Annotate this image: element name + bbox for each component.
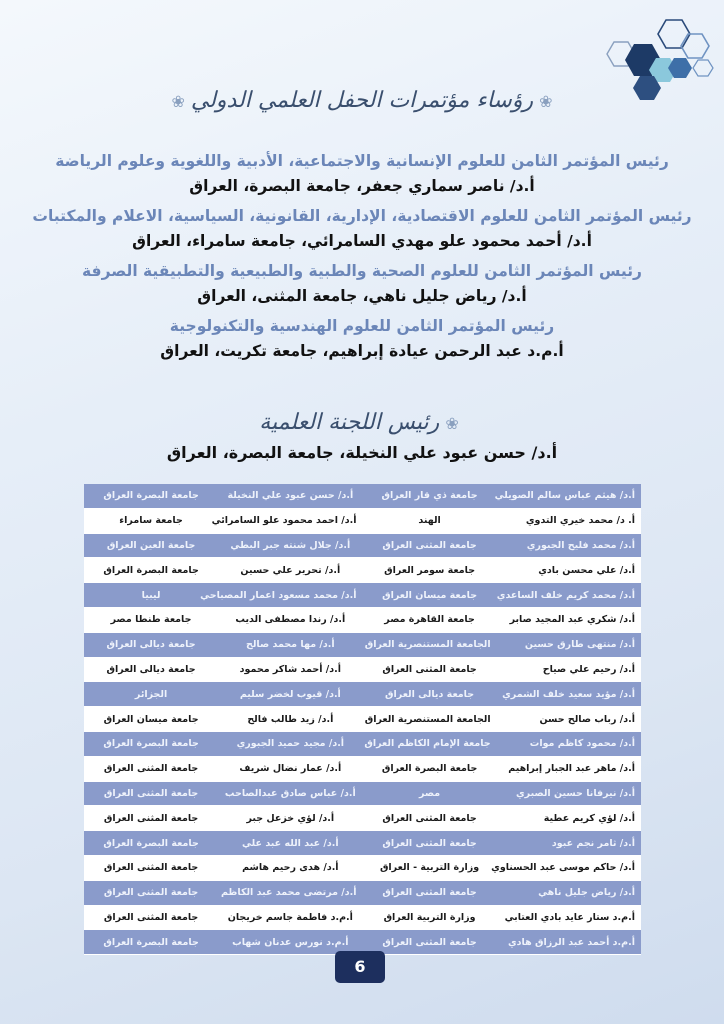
table-row <box>84 756 641 781</box>
member-affiliation-cell: الجامعة المستنصرية العراق <box>363 707 497 732</box>
member-affiliation-cell: جامعة المثنى العراق <box>363 657 497 682</box>
member-affiliation-cell: جامعة ميسان العراق <box>84 707 218 732</box>
member-name-cell: أ.د/ احمد محمود علو السامرائي <box>218 508 362 533</box>
member-affiliation-cell: جامعة ذي قار العراق <box>363 484 497 508</box>
member-affiliation-cell: جامعة البصرة العراق <box>84 558 218 583</box>
member-name-cell: أ.د/ حاكم موسى عبد الحسناوي <box>497 855 641 880</box>
table-row <box>84 781 641 806</box>
member-affiliation-cell: جامعة المثنى العراق <box>363 806 497 831</box>
member-name-cell: أ.د/ محمود كاظم موات <box>497 731 641 756</box>
member-name-cell: أ.د/ تحرير علي حسين <box>218 558 362 583</box>
member-name-cell: أ.د/ مرتضى محمد عبد الكاظم <box>218 880 362 905</box>
member-name-cell: أ.د/ رباب صالح حسن <box>497 707 641 732</box>
member-name-cell: أ.د/ زيد طالب فالح <box>218 707 362 732</box>
committee-head-name: أ.د/ حسن عبود علي النخيلة، جامعة البصرة، العراق <box>166 443 558 462</box>
member-affiliation-cell: جامعة المثنى العراق <box>84 781 218 806</box>
table-row <box>84 484 641 508</box>
member-affiliation-cell: وزارة التربية العراق <box>363 905 497 930</box>
member-affiliation-cell: جامعة المثنى العراق <box>363 831 497 856</box>
member-affiliation-cell: جامعة سومر العراق <box>363 558 497 583</box>
member-affiliation-cell: جامعة الإمام الكاظم العراق <box>363 731 497 756</box>
member-affiliation-cell: جامعة طنطا مصر <box>84 607 218 632</box>
member-affiliation-cell: وزارة التربية - العراق <box>363 855 497 880</box>
member-name-cell: أ.د/ محمد مسعود اعمار المصباحي <box>218 583 362 608</box>
member-name-cell: أ.م.د ستار عايد بادي العتابي <box>497 905 641 930</box>
table-row <box>84 731 641 756</box>
chair-name: أ.م.د عبد الرحمن عيادة إبراهيم، جامعة تكريت، العراق <box>160 342 564 360</box>
committee-section-title: ❀رئيس اللجنة العلمية <box>259 410 459 435</box>
member-affiliation-cell: جامعة سامراء <box>84 508 218 533</box>
member-affiliation-cell: جامعة القاهرة مصر <box>363 607 497 632</box>
chair-role: رئيس المؤتمر الثامن للعلوم الهندسية والتكنولوجية <box>169 317 555 335</box>
scientific-committee-table <box>84 484 641 955</box>
member-name-cell: أ.د/ هدى رحيم هاشم <box>218 855 362 880</box>
member-affiliation-cell: مصر <box>363 781 497 806</box>
chair-name: أ.د/ رياض جليل ناهي، جامعة المثنى، العراق <box>197 287 527 305</box>
chair-role: رئيس المؤتمر الثامن للعلوم الاقتصادية، الإدارية، القانونية، السياسية، الاعلام والمكتبات <box>32 207 692 225</box>
member-affiliation-cell: جامعة المثنى العراق <box>363 880 497 905</box>
member-affiliation-cell: جامعة البصرة العراق <box>84 831 218 856</box>
member-affiliation-cell: ليبيا <box>84 583 218 608</box>
member-affiliation-cell: جامعة البصرة العراق <box>84 731 218 756</box>
member-affiliation-cell: الهند <box>363 508 497 533</box>
member-name-cell: أ.د/ نيرفانا حسين الصبري <box>497 781 641 806</box>
table-row <box>84 583 641 608</box>
member-affiliation-cell: جامعة المثنى العراق <box>84 905 218 930</box>
member-name-cell: أ.د/ رحيم علي صياح <box>497 657 641 682</box>
table-row <box>84 632 641 657</box>
table-row <box>84 657 641 682</box>
member-name-cell: أ.د/ لؤي كريم عطية <box>497 806 641 831</box>
flower-icon: ❀ <box>539 92 553 111</box>
conference-chairs-list <box>0 150 724 370</box>
member-name-cell: أ.د/ قيوب لخضر سليم <box>218 682 362 707</box>
member-affiliation-cell: جامعة ديالى العراق <box>84 657 218 682</box>
member-affiliation-cell: جامعة البصرة العراق <box>84 484 218 508</box>
member-name-cell: أ.د/ علي محسن بادي <box>497 558 641 583</box>
member-name-cell: أ.د/ ماهر عبد الجبار إبراهيم <box>497 756 641 781</box>
member-name-cell: أ.م.د فاطمة جاسم خريجان <box>218 905 362 930</box>
flower-icon: ❀ <box>171 92 185 111</box>
member-affiliation-cell: جامعة ديالى العراق <box>84 632 218 657</box>
member-name-cell: أ.د/ ثامر نجم عبود <box>497 831 641 856</box>
member-affiliation-cell: جامعة المثنى العراق <box>84 756 218 781</box>
member-affiliation-cell: جامعة البصرة العراق <box>363 756 497 781</box>
table-row <box>84 905 641 930</box>
chair-role: رئيس المؤتمر الثامن للعلوم الصحية والطبية والطبيعية والتطبيقية الصرفة <box>82 262 642 280</box>
member-name-cell: أ.د/ هيثم عباس سالم الصويلي <box>497 484 641 508</box>
member-name-cell: أ.د/ رياض جليل ناهي <box>497 880 641 905</box>
member-name-cell: أ.د/ مؤيد سعيد خلف الشمري <box>497 682 641 707</box>
member-affiliation-cell: الجزائر <box>84 682 218 707</box>
member-name-cell: أ.د/ لؤي خزعل جبر <box>218 806 362 831</box>
member-name-cell: أ.د/ أحمد شاكر محمود <box>218 657 362 682</box>
table-row <box>84 831 641 856</box>
member-name-cell: أ.د/ منتهى طارق حسين <box>497 632 641 657</box>
table-row <box>84 682 641 707</box>
table-row <box>84 806 641 831</box>
table-row <box>84 508 641 533</box>
member-name-cell: أ.د/ عمار نضال شريف <box>218 756 362 781</box>
member-affiliation-cell: جامعة ديالى العراق <box>363 682 497 707</box>
member-affiliation-cell: جامعة البصرة العراق <box>84 930 218 955</box>
table-row <box>84 707 641 732</box>
member-name-cell: أ. د/ محمد خيري التدوي <box>497 508 641 533</box>
table-row <box>84 533 641 558</box>
member-name-cell: أ.د/ مها محمد صالح <box>218 632 362 657</box>
table-row <box>84 607 641 632</box>
member-affiliation-cell: جامعة العين العراق <box>84 533 218 558</box>
table-row <box>84 855 641 880</box>
member-name-cell: أ.د/ عبد الله عبد علي <box>218 831 362 856</box>
table-row <box>84 558 641 583</box>
member-affiliation-cell: الجامعة المستنصرية العراق <box>363 632 497 657</box>
member-affiliation-cell: جامعة المثنى العراق <box>363 533 497 558</box>
member-name-cell: أ.د/ محمد فليح الجبوري <box>497 533 641 558</box>
member-name-cell: أ.د/ شكري عبد المجيد صابر <box>497 607 641 632</box>
member-name-cell: أ.د/ رندا مصطفى الديب <box>218 607 362 632</box>
chair-role: رئيس المؤتمر الثامن للعلوم الإنسانية والاجتماعية، الأدبية واللغوية وعلوم الرياضة <box>55 152 669 170</box>
member-affiliation-cell: جامعة المثنى العراق <box>84 806 218 831</box>
member-name-cell: أ.م.د أحمد عبد الرزاق هادي <box>497 930 641 955</box>
page-number: 6 <box>335 951 385 983</box>
member-name-cell: أ.د/ عباس صادق عبدالصاحب <box>218 781 362 806</box>
member-affiliation-cell: جامعة المثنى العراق <box>84 880 218 905</box>
member-name-cell: أ.د/ مجيد حميد الجبوري <box>218 731 362 756</box>
chairs-section-title: ❀رؤساء مؤتمرات الحفل العلمي الدولي❀ <box>171 88 553 113</box>
member-affiliation-cell: جامعة المثنى العراق <box>84 855 218 880</box>
flower-icon: ❀ <box>445 414 459 433</box>
chair-name: أ.د/ ناصر سماري جعفر، جامعة البصرة، العراق <box>189 177 535 195</box>
member-name-cell: أ.د/ حسن عبود علي النخيلة <box>218 484 362 508</box>
member-affiliation-cell: جامعة المثنى العراق <box>363 930 497 955</box>
member-name-cell: أ.م.د نورس عدنان شهاب <box>218 930 362 955</box>
member-name-cell: أ.د/ محمد كريم خلف الساعدي <box>497 583 641 608</box>
member-name-cell: أ.د/ جلال شنته جبر البطي <box>218 533 362 558</box>
chair-name: أ.د/ أحمد محمود علو مهدي السامرائي، جامعة سامراء، العراق <box>132 232 592 250</box>
table-row <box>84 880 641 905</box>
member-affiliation-cell: جامعة ميسان العراق <box>363 583 497 608</box>
